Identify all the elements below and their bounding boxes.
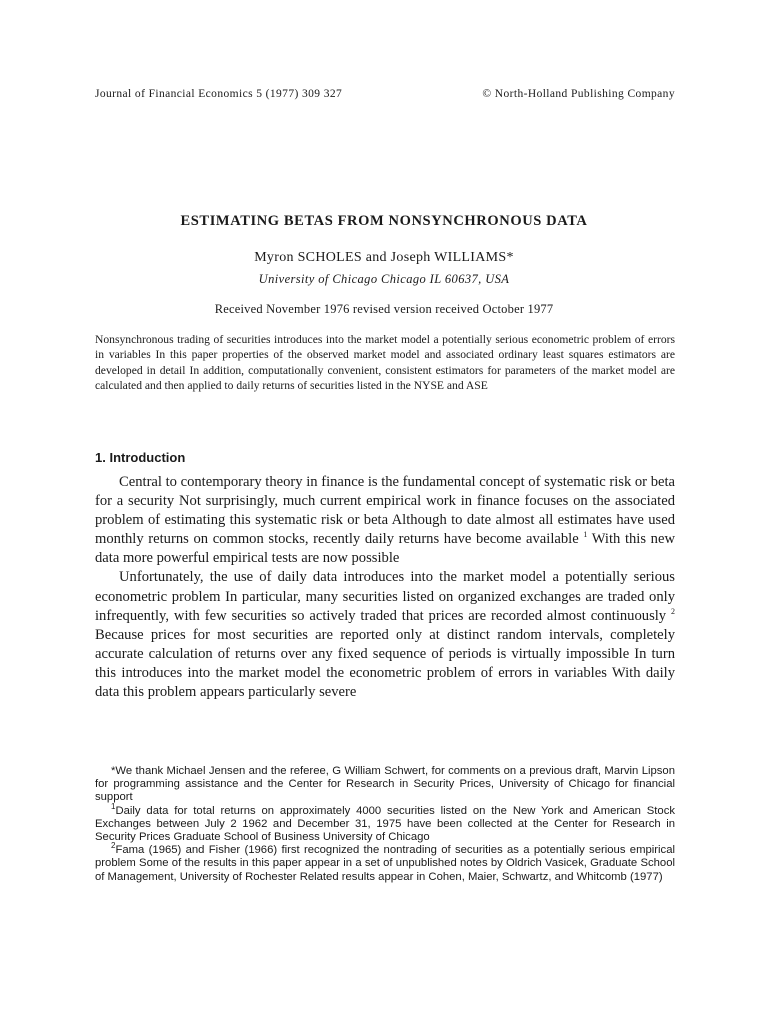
paper-title: ESTIMATING BETAS FROM NONSYNCHRONOUS DATA — [180, 213, 588, 229]
footnote-2-mark: 2 — [111, 841, 116, 851]
intro-paragraph-1-text: Central to contemporary theory in finance is the fundamental concept of systematic risk or beta for a security Not surprisingly, much current empirical work in finance focuses on the associated problem of estimating this systematic risk or beta Although to date almost all estimates have used monthly returns on common stocks, recently daily returns have become available — [95, 474, 675, 548]
footnote-ref-2: 2 — [671, 606, 675, 616]
intro-paragraph-2-end: Because prices for most securities are reported only at distinct random intervals, completely accurate calculation of returns over any fixed sequence of periods is virtually impossible In turn this introduces into the market model the econometric problem of errors in variables With daily data this problem appears particularly severe — [95, 626, 675, 701]
footnote-1-mark: 1 — [111, 801, 116, 811]
section-heading-introduction: 1. Introduction — [95, 450, 186, 465]
footnote-2-text: Fama (1965) and Fisher (1966) first recognized the nontrading of securities as a potentially serious empirical problem Some of the results in this paper appear in a set of unpublished notes by Oldrich Vasicek, Graduate School of Management, University of Rochester Related results appear in Cohen, Maier, Schwartz, and Whitcomb (1977) — [95, 844, 675, 883]
journal-header — [95, 88, 675, 100]
footnotes — [95, 765, 675, 884]
footnote-ref-1: 1 — [583, 530, 588, 540]
intro-paragraph-2 — [95, 568, 675, 702]
intro-paragraph-2-text: Unfortunately, the use of daily data introduces into the market model a potentially serious econometric problem In particular, many securities listed on organized exchanges are traded only infrequently, with few securities so actively traded that prices are recorded almost continuously — [95, 569, 675, 624]
publisher-copyright: © North-Holland Publishing Company — [482, 88, 675, 100]
received-dates: Received November 1976 revised version received October 1977 — [214, 302, 554, 316]
intro-paragraph-1 — [95, 473, 675, 568]
paper-authors: Myron SCHOLES and Joseph WILLIAMS* — [254, 250, 514, 265]
abstract: Nonsynchronous trading of securities introduces into the market model a potentially serious econometric problem of errors in variables In this paper properties of the observed market model and associated ordinary least squares estimators are developed in detail In addition, computationally convenient, consistent estimators for parameters of the market model are calculated and then applied to daily returns of securities listed in the NYSE and ASE — [95, 333, 675, 393]
introduction-body — [95, 473, 675, 702]
footnote-2 — [95, 841, 675, 884]
intro-paragraph-1-end: With this new data more powerful empirical tests are now possible — [95, 531, 675, 567]
footnote-1-text: Daily data for total returns on approximately 4000 securities listed on the New York and American Stock Exchanges between July 2 1962 and December 31, 1975 have been collected at the Center for Research in Security Prices Graduate School of Business University of Chicago — [95, 804, 675, 844]
footnote-acknowledgement: *We thank Michael Jensen and the referee, G William Schwert, for comments on a previous draft, Marvin Lipson for programming assistance and the Center for Research in Security Prices, University of Chicago for financial support — [95, 765, 675, 804]
author-affiliation: University of Chicago Chicago IL 60637, USA — [258, 272, 510, 286]
journal-citation: Journal of Financial Economics 5 (1977) 309 327 — [95, 88, 343, 100]
footnote-1 — [95, 801, 675, 845]
